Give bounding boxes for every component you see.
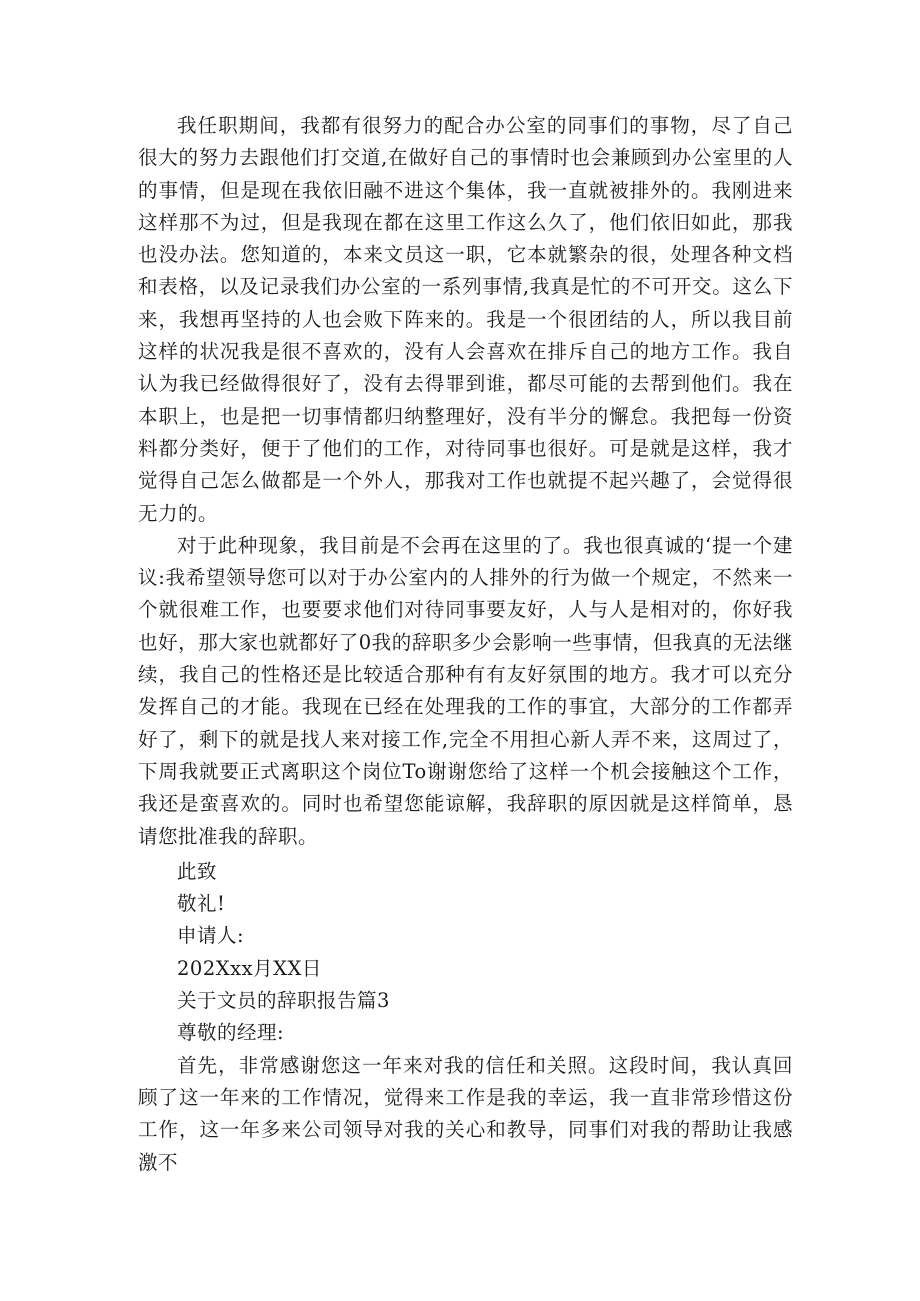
document-page (138, 110, 793, 1179)
body-paragraph-1: 我任职期间，我都有很努力的配合办公室的同事们的事物，尽了自己很大的努力去跟他们打交道,在做好自己的事情时也会兼顾到办公室里的人的事情，但是现在我依旧融不进这个集体，我一直就被排外的。我刚进来这样那不为过，但是我现在都在这里工作这么久了，他们依旧如此，那我也没办法。您知道的，本来文员这一职，它本就繁杂的很，处理各种文档和表格，以及记录我们办公室的一系列事情,我真是忙的不可开交。这么下来，我想再坚持的人也会败下阵来的。我是一个很团结的人，所以我目前这样的状况我是很不喜欢的，没有人会喜欢在排斥自己的地方工作。我自认为我已经做得很好了，没有去得罪到谁，都尽可能的去帮到他们。我在本职上，也是把一切事情都归纳整理好，没有半分的懈怠。我把每一份资料都分类好，便于了他们的工作，对待同事也很好。可是就是这样，我才觉得自己怎么做都是一个外人，那我对工作也就提不起兴趣了，会觉得很无力的。 (138, 114, 793, 525)
closing-line-1: 此致 (177, 859, 218, 883)
salutation-line: 尊敬的经理: (177, 1021, 285, 1045)
closing-line-2: 敬礼! (177, 892, 226, 916)
date-line: 202Xxx月XX日 (177, 956, 322, 980)
body-paragraph-2: 对于此种现象，我目前是不会再在这里的了。我也很真诚的‘提一个建议:我希望领导您可以对于办公室内的人排外的行为做一个规定，不然来一个就很难工作，也要要求他们对待同事要友好，人与人是相对的，你好我也好，那大家也就都好了0我的辞职多少会影响一些事情，但我真的无法继续，我自己的性格还是比较适合那种有有友好氛围的地方。我才可以充分发挥自己的才能。我现在已经在处理我的工作的事宜，大部分的工作都弄好了，剩下的就是找人来对接工作,完全不用担心新人弄不来，这周过了，下周我就要正式离职这个岗位To谢谢您给了这样一个机会接触这个工作，我还是蛮喜欢的。同时也希望您能谅解，我辞职的原因就是这样简单，恳请您批准我的辞职。 (138, 533, 793, 848)
applicant-line: 申请人: (177, 924, 245, 948)
body-paragraph-3: 首先，非常感谢您这一年来对我的信任和关照。这段时间，我认真回顾了这一年来的工作情况，觉得来工作是我的幸运，我一直非常珍惜这份工作，这一年多来公司领导对我的关心和教导，同事们对我的帮助让我感激不 (138, 1053, 793, 1174)
section-title: 关于文员的辞职报告篇3 (177, 989, 390, 1013)
